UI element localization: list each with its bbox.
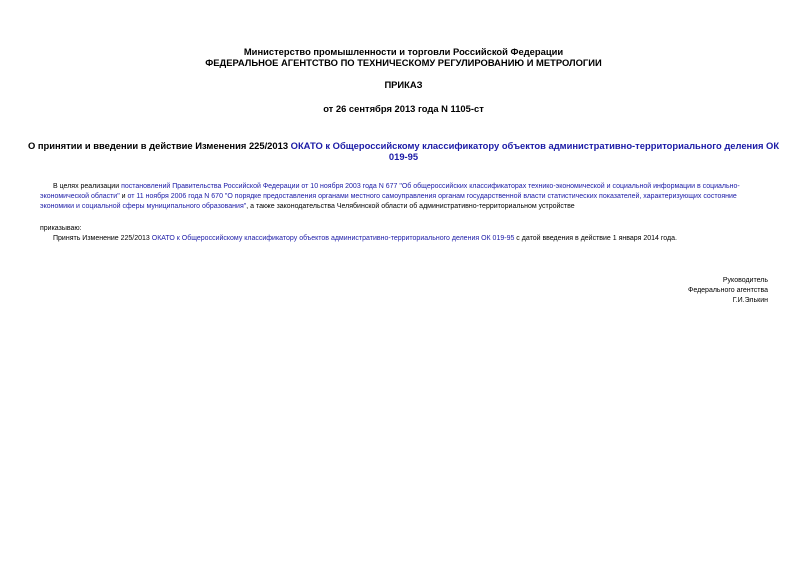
okato-link-cont[interactable]: 019-95 [388, 151, 419, 162]
p1-prefix: В целях реализации [53, 183, 122, 190]
signature-title: Руководитель [722, 277, 768, 284]
agency-heading: ФЕДЕРАЛЬНОЕ АГЕНТСТВО ПО ТЕХНИЧЕСКОМУ РЕГУЛИРОВАНИЮ И МЕТРОЛОГИИ [205, 57, 602, 68]
decree-670-link-cont[interactable]: экономики и социальной сферы муниципального образования" [40, 203, 247, 210]
signature-name: Г.И.Элькин [732, 297, 768, 304]
p1-mid: и [119, 193, 128, 200]
paragraph-2 [53, 234, 677, 244]
gov-decree-link[interactable]: постановлений Правительства Российской Федерации от 10 ноября 2003 года N 677 "Об общероссийских классификаторах технико-экономической и социальной информации в социально- [121, 183, 740, 190]
gov-decree-link-cont[interactable]: экономической области" [40, 193, 120, 200]
document-title-line1 [0, 140, 807, 151]
p2-prefix: Принять Изменение 225/2013 [53, 235, 152, 242]
paragraph-1-line3 [40, 202, 575, 212]
p2-suffix: с датой введения в действие 1 января 2014 года. [514, 235, 677, 242]
document-title-line2 [0, 151, 807, 162]
paragraph-1-line2 [40, 192, 737, 202]
p1-suffix: , а также законодательства Челябинской области об административно-территориальном устройстве [246, 203, 575, 210]
date-number: от 26 сентября 2013 года N 1105-ст [323, 103, 484, 114]
document-type: ПРИКАЗ [384, 79, 423, 90]
okato-link-body[interactable]: ОКАТО к Общероссийскому классификатору объектов административно-территориального деления ОК 019-95 [151, 235, 515, 242]
title-prefix: О принятии и введении в действие Изменения 225/2013 [27, 140, 291, 151]
order-word: приказываю: [40, 225, 82, 232]
paragraph-1-line1 [53, 182, 740, 192]
decree-670-link[interactable]: от 11 ноября 2006 года N 670 "О порядке предоставления органами местного самоуправления органам государственной власти статистических показателей, характеризующих состояние [127, 193, 737, 200]
okato-link[interactable]: ОКАТО к Общероссийскому классификатору объектов административно-территориального деления ОК [290, 140, 780, 151]
signature-agency: Федерального агентства [688, 287, 768, 294]
ministry-heading: Министерство промышленности и торговли Российской Федерации [243, 46, 564, 57]
